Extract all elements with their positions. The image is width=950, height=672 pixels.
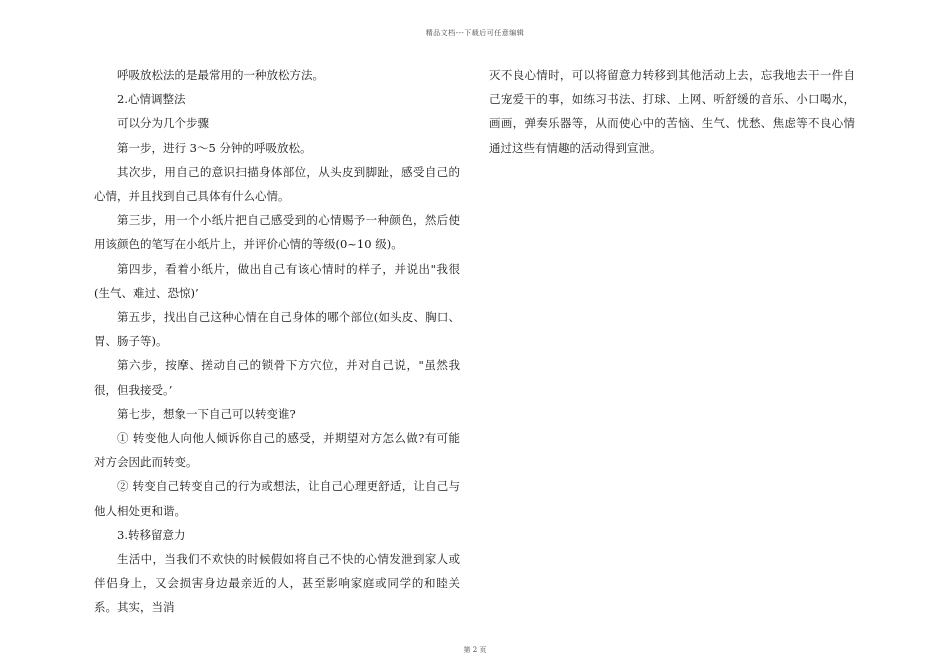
section-heading: 2.心情调整法 [117,92,186,107]
left-column [94,63,460,620]
paragraph: 第三步，用一个小纸片把自己感受到的心情赐予一种颜色，然后使用该颜色的笔写在小纸片上，并评价心情的等级(0~10 级)。 [94,213,460,252]
paragraph: 第四步，看着小纸片，做出自己有该心情时的样子，并说出"我很(生气、难过、恐惊)’ [94,261,460,300]
paragraph: 第一步，进行 3～5 分钟的呼吸放松。 [117,140,312,155]
right-column [489,63,855,160]
paragraph: 第六步，按摩、搓动自己的锁骨下方穴位，并对自己说，"虽然我很，但我接受。’ [94,358,460,397]
paragraph: 第五步，找出自己这种心情在自己身体的哪个部位(如头皮、胸口、胃、肠子等)。 [94,310,460,349]
paragraph: 灭不良心情时，可以将留意力转移到其他活动上去，忘我地去干一件自己宠爱干的事，如练习书法、打球、上网、听舒缓的音乐、小口喝水，画画，弹奏乐器等，从而使心中的苦恼、生气、忧愁、焦虑等不良心情通过这些有情趣的活动得到宣泄。 [489,68,855,155]
paragraph: 生活中，当我们不欢快的时候假如将自己不快的心情发泄到家人或伴侣身上，又会损害身边最亲近的人，甚至影响家庭或同学的和睦关系。其实，当消 [94,552,460,615]
paragraph: 第七步，想象一下自己可以转变谁? [117,406,296,421]
paragraph: 其次步，用自己的意识扫描身体部位，从头皮到脚趾，感受自己的心情，并且找到自己具体有什么心情。 [94,164,460,204]
paragraph: ① 转变他人向他人倾诉你自己的感受，并期望对方怎么做?有可能对方会因此而转变。 [94,431,460,470]
paragraph: 可以分为几个步骤 [117,116,209,131]
page-header: 精品文档---下载后可任意编辑 [425,29,525,37]
paragraph: ② 转变自己转变自己的行为或想法，让自己心理更舒适，让自己与他人相处更和谐。 [94,479,460,518]
paragraph: 呼吸放松法的是最常用的一种放松方法。 [117,68,324,82]
section-heading: 3.转移留意力 [117,527,186,542]
page-number: 第 2 页 [463,646,487,654]
